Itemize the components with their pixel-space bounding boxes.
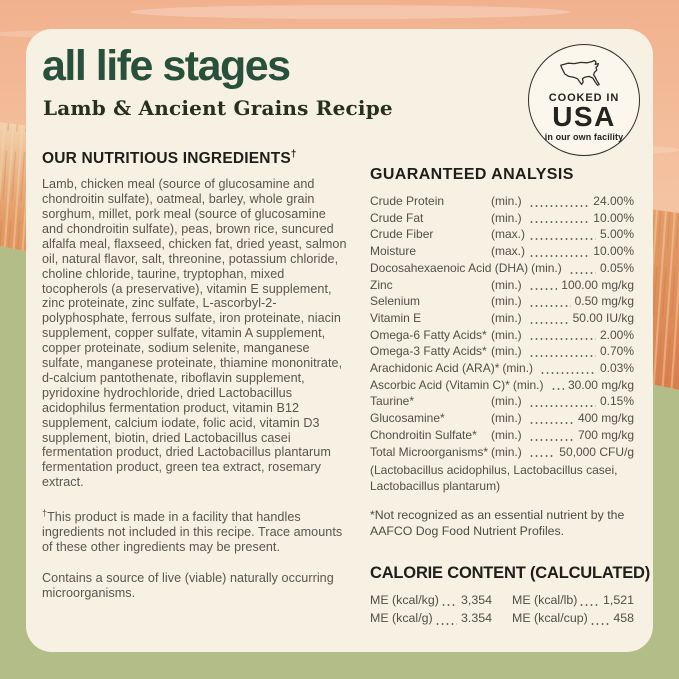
calorie-row	[370, 609, 492, 628]
nutrient-value: 400 mg/kg	[577, 411, 634, 426]
facility-footnote-text: This product is made in a facility that handles ingredients not included in this recipe. Trace amounts of these other ingredients may be present.	[42, 510, 343, 555]
nutrient-label: Taurine*	[370, 394, 415, 409]
dot-leader	[551, 388, 564, 390]
cooked-in-usa-badge	[528, 44, 640, 156]
calorie-value: 3,354	[460, 592, 492, 607]
nutrient-label: Vitamin E	[370, 310, 422, 325]
dot-leader	[529, 305, 571, 307]
nutrient-value: 5.00%	[599, 227, 634, 242]
nutrient-qualifier: (min.)	[491, 394, 522, 409]
dot-leader	[529, 221, 589, 223]
facility-footnote	[42, 506, 348, 555]
nutrient-value: 0.05%	[599, 260, 634, 275]
dot-leader	[529, 255, 589, 257]
nutrient-label: Crude Protein	[370, 194, 445, 208]
nutrient-value: 0.03%	[599, 361, 634, 376]
analysis-row	[370, 393, 634, 410]
analysis-row	[370, 243, 634, 260]
analysis-row	[370, 260, 634, 277]
label-columns	[42, 149, 651, 628]
nutrient-qualifier: (min.)	[512, 377, 544, 392]
nutrient-qualifier: (min.)	[491, 427, 522, 442]
calorie-label: ME (kcal/lb)	[512, 592, 578, 607]
nutrient-qualifier: (min.)	[491, 277, 522, 292]
analysis-row	[370, 293, 634, 310]
dot-leader	[529, 288, 557, 290]
nutrient-value: 0.15%	[599, 394, 634, 409]
dot-leader	[529, 422, 574, 424]
nutrient-value: 700 mg/kg	[577, 427, 634, 442]
dot-leader	[569, 272, 596, 274]
dot-leader	[435, 623, 457, 625]
calorie-column	[370, 591, 492, 628]
dot-leader	[529, 355, 596, 357]
dot-leader	[529, 405, 596, 407]
calorie-row	[512, 591, 634, 610]
calorie-label: ME (kcal/kg)	[370, 592, 439, 607]
nutrient-value: 0.50 mg/kg	[574, 294, 634, 309]
nutrient-label: Crude Fat	[370, 210, 424, 225]
analysis-row	[370, 427, 634, 444]
analysis-row	[370, 210, 634, 227]
dot-leader	[579, 604, 599, 606]
ingredients-column	[42, 149, 348, 628]
aafco-footnote: *Not recognized as an essential nutrient by the AAFCO Dog Food Nutrient Profiles.	[370, 508, 625, 539]
nutrient-label: Crude Fiber	[370, 227, 434, 242]
nutrient-label: Total Microorganisms*	[370, 444, 489, 459]
calorie-label: ME (kcal/g)	[370, 611, 433, 626]
microorganism-species-note: (Lactobacillus acidophilus, Lactobacillus casei, Lactobacillus plantarum)	[370, 463, 618, 493]
nutrient-qualifier: (min.)	[491, 327, 522, 342]
dot-leader	[529, 338, 596, 340]
analysis-row	[370, 310, 634, 327]
analysis-row	[370, 410, 634, 427]
dot-leader	[529, 439, 574, 441]
nutrient-label: Omega-6 Fatty Acids*	[370, 327, 487, 342]
calorie-column	[512, 591, 634, 628]
nutrient-qualifier: (min.)	[491, 344, 522, 359]
dot-leader	[590, 623, 610, 625]
analysis-row	[370, 327, 634, 344]
analysis-column	[370, 149, 651, 628]
dot-leader	[441, 604, 457, 606]
calorie-row	[512, 609, 634, 628]
calorie-content-heading: CALORIE CONTENT (CALCULATED)	[370, 563, 651, 582]
nutrient-value: 30.00 mg/kg	[567, 377, 634, 392]
badge-line-usa: USA	[552, 101, 616, 133]
badge-line-facility: in our own facility	[544, 131, 624, 142]
nutrient-label: Omega-3 Fatty Acids*	[370, 344, 487, 359]
analysis-row	[370, 226, 634, 243]
nutrient-qualifier: (min.)	[491, 194, 522, 208]
nutrient-label: Zinc	[370, 277, 393, 292]
nutrient-value: 50,000 CFU/g	[559, 444, 634, 459]
nutrient-label: Ascorbic Acid (Vitamin C)*	[370, 377, 510, 392]
recipe-subtitle: Lamb & Ancient Grains Recipe	[43, 96, 393, 120]
dot-leader	[529, 205, 589, 207]
nutrient-label: Docosahexaenoic Acid (DHA)	[370, 260, 529, 275]
analysis-row	[370, 193, 634, 210]
analysis-row	[370, 343, 634, 360]
analysis-row	[370, 377, 634, 394]
label-header	[42, 42, 393, 120]
analysis-row	[370, 360, 634, 377]
calorie-table	[370, 591, 634, 628]
ingredients-heading-text: OUR NUTRITIOUS INGREDIENTS	[42, 150, 291, 168]
nutrient-label: Selenium	[370, 294, 421, 309]
nutrient-qualifier: (min.)	[491, 210, 522, 225]
dagger-mark: †	[42, 508, 48, 519]
nutrient-qualifier: (min.)	[491, 310, 522, 325]
nutrient-value: 24.00%	[593, 194, 634, 208]
calorie-value: 1,521	[602, 592, 634, 607]
ingredients-heading	[42, 149, 348, 168]
dagger-mark: †	[290, 149, 297, 160]
cloud	[130, 5, 570, 19]
nutrient-value: 0.70%	[599, 344, 634, 359]
nutrient-qualifier: (min.)	[531, 260, 562, 275]
label-card	[26, 29, 653, 652]
nutrient-value: 10.00%	[593, 244, 634, 259]
microorganisms-note: Contains a source of live (viable) naturally occurring microorganisms.	[42, 571, 334, 600]
calorie-row	[370, 591, 492, 610]
dot-leader	[540, 372, 596, 374]
analysis-row	[370, 277, 634, 294]
nutrient-value: 100.00 mg/kg	[561, 277, 634, 292]
calorie-value: 458	[613, 611, 634, 626]
nutrient-qualifier: (min.)	[502, 361, 534, 376]
calorie-label: ME (kcal/cup)	[512, 611, 588, 626]
nutrient-qualifier: (min.)	[491, 444, 522, 459]
dot-leader	[529, 322, 569, 324]
guaranteed-analysis-table	[370, 193, 634, 460]
dot-leader	[529, 455, 555, 457]
analysis-row	[370, 444, 634, 461]
nutrient-value: 2.00%	[599, 327, 634, 342]
nutrient-label: Arachidonic Acid (ARA)*	[370, 361, 500, 376]
nutrient-qualifier: (min.)	[491, 294, 522, 309]
nutrient-value: 10.00%	[593, 210, 634, 225]
nutrient-qualifier: (min.)	[491, 411, 522, 426]
nutrient-qualifier: (max.)	[491, 244, 525, 259]
nutrient-qualifier: (max.)	[491, 227, 525, 242]
badge-line-cooked-in: COOKED IN	[548, 92, 620, 105]
guaranteed-analysis-heading: GUARANTEED ANALYSIS	[370, 166, 574, 183]
nutrient-label: Chondroitin Sulfate*	[370, 427, 477, 442]
nutrient-label: Glucosamine*	[370, 411, 445, 426]
nutrient-label: Moisture	[370, 244, 417, 259]
page-title: all life stages	[42, 42, 290, 90]
ingredients-body: Lamb, chicken meal (source of glucosamine and chondroitin sulfate), oatmeal, barley, whole grain sorghum, millet, pork meal (source of glucosamine and chondroitin sulfate), peas, brown rice, suncured alfalfa meal, flaxseed, chicken fat, dried yeast, salmon oil, natural flavor, salt, threonine, potassium chloride, choline chloride, taurine, tryptophan, mixed tocopherols (a preservative), vitamin E supplement, zinc proteinate, zinc sulfate, L-ascorbyl-2-polyphosphate, ferrous sulfate, iron proteinate, niacin supplement, copper sulfate, vitamin A supplement, copper proteinate, sodium selenite, manganese sulfate, manganese proteinate, thiamine mononitrate, d-calcium pantothenate, riboflavin supplement, pyridoxine hydrochloride, dried Lactobacillus acidophilus fermentation product, vitamin B12 supplement, calcium iodate, folic acid, vitamin D3 supplement, biotin, dried Lactobacillus casei fermentation product, dried Lactobacillus plantarum fermentation product, green tea extract, rosemary extract.	[42, 177, 347, 490]
nutrient-value: 50.00 IU/kg	[572, 310, 634, 325]
dot-leader	[529, 238, 596, 240]
calorie-value: 3.354	[460, 611, 492, 626]
usa-map-icon	[558, 58, 610, 90]
